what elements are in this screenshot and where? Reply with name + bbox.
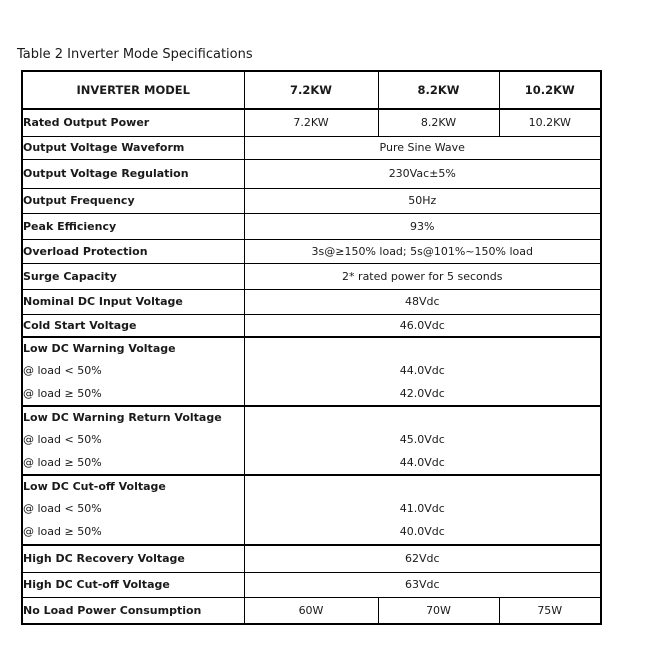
row-high-dc-recovery-voltage: [22, 545, 601, 572]
model-8-2kw-header: 8.2KW: [378, 71, 499, 109]
spec-sublabel: @ load ≥ 50%: [23, 456, 102, 469]
spec-label: Surge Capacity: [22, 263, 244, 289]
spec-label: High DC Recovery Voltage: [22, 545, 244, 572]
row-output-voltage-waveform: [22, 136, 601, 159]
row-low-dc-warning-voltage: [22, 337, 601, 406]
spec-sublabel: @ load ≥ 50%: [23, 387, 102, 400]
row-high-dc-cutoff-voltage: [22, 572, 601, 597]
spec-sublabel: @ load < 50%: [23, 433, 102, 446]
spec-sublabel: @ load ≥ 50%: [23, 525, 102, 538]
spec-sublabel: @ load < 50%: [23, 502, 102, 515]
spec-label: Low DC Warning Voltage: [23, 342, 176, 355]
spacer: [245, 338, 601, 359]
spec-label: High DC Cut-off Voltage: [22, 572, 244, 597]
table-caption: Table 2 Inverter Mode Specifications: [17, 47, 253, 62]
spec-sublabel: @ load < 50%: [23, 364, 102, 377]
model-10-2kw-header: 10.2KW: [499, 71, 601, 109]
spec-label: Output Frequency: [22, 188, 244, 213]
spec-value: 44.0Vdc: [399, 456, 445, 469]
row-overload-protection: [22, 239, 601, 263]
spec-label: Cold Start Voltage: [22, 314, 244, 337]
spec-value: 10.2KW: [499, 109, 601, 136]
spec-label: Low DC Cut-off Voltage: [23, 480, 166, 493]
inverter-model-header: INVERTER MODEL: [22, 71, 244, 109]
spec-label: Low DC Warning Return Voltage: [23, 411, 222, 424]
spec-value: 3s@≥150% load; 5s@101%~150% load: [244, 239, 601, 263]
spec-value: 48Vdc: [244, 289, 601, 314]
row-output-voltage-regulation: [22, 159, 601, 188]
spec-value: 70W: [378, 597, 499, 624]
spec-value: 60W: [244, 597, 378, 624]
row-inverter-model: [22, 71, 601, 109]
row-low-dc-warning-return-voltage: [22, 406, 601, 475]
row-surge-capacity: [22, 263, 601, 289]
spec-label: Overload Protection: [22, 239, 244, 263]
model-7-2kw-header: 7.2KW: [244, 71, 378, 109]
row-rated-output-power: [22, 109, 601, 136]
spec-label: No Load Power Consumption: [22, 597, 244, 624]
inverter-spec-table: [21, 70, 602, 625]
row-low-dc-cutoff-voltage: [22, 475, 601, 545]
spec-value: 63Vdc: [244, 572, 601, 597]
row-peak-efficiency: [22, 213, 601, 239]
spec-value: 40.0Vdc: [399, 525, 445, 538]
spec-value: 62Vdc: [244, 545, 601, 572]
spec-value: 8.2KW: [378, 109, 499, 136]
row-no-load-power-consumption: [22, 597, 601, 624]
spec-label: Output Voltage Regulation: [22, 159, 244, 188]
spacer: [245, 407, 601, 428]
spec-value: 46.0Vdc: [244, 314, 601, 337]
spec-value: 45.0Vdc: [399, 433, 445, 446]
spec-value: 75W: [499, 597, 601, 624]
spec-label: Output Voltage Waveform: [22, 136, 244, 159]
spec-value: Pure Sine Wave: [244, 136, 601, 159]
spec-value: 42.0Vdc: [399, 387, 445, 400]
spec-value: 93%: [244, 213, 601, 239]
spec-value: 41.0Vdc: [399, 502, 445, 515]
spec-value: 2* rated power for 5 seconds: [244, 263, 601, 289]
spec-value: 230Vac±5%: [244, 159, 601, 188]
row-cold-start-voltage: [22, 314, 601, 337]
row-nominal-dc-input-voltage: [22, 289, 601, 314]
spec-value: 50Hz: [244, 188, 601, 213]
spacer: [245, 476, 601, 497]
row-output-frequency: [22, 188, 601, 213]
spec-label: Rated Output Power: [22, 109, 244, 136]
spec-value: 44.0Vdc: [399, 364, 445, 377]
spec-label: Peak Efficiency: [22, 213, 244, 239]
spec-value: 7.2KW: [244, 109, 378, 136]
spec-label: Nominal DC Input Voltage: [22, 289, 244, 314]
